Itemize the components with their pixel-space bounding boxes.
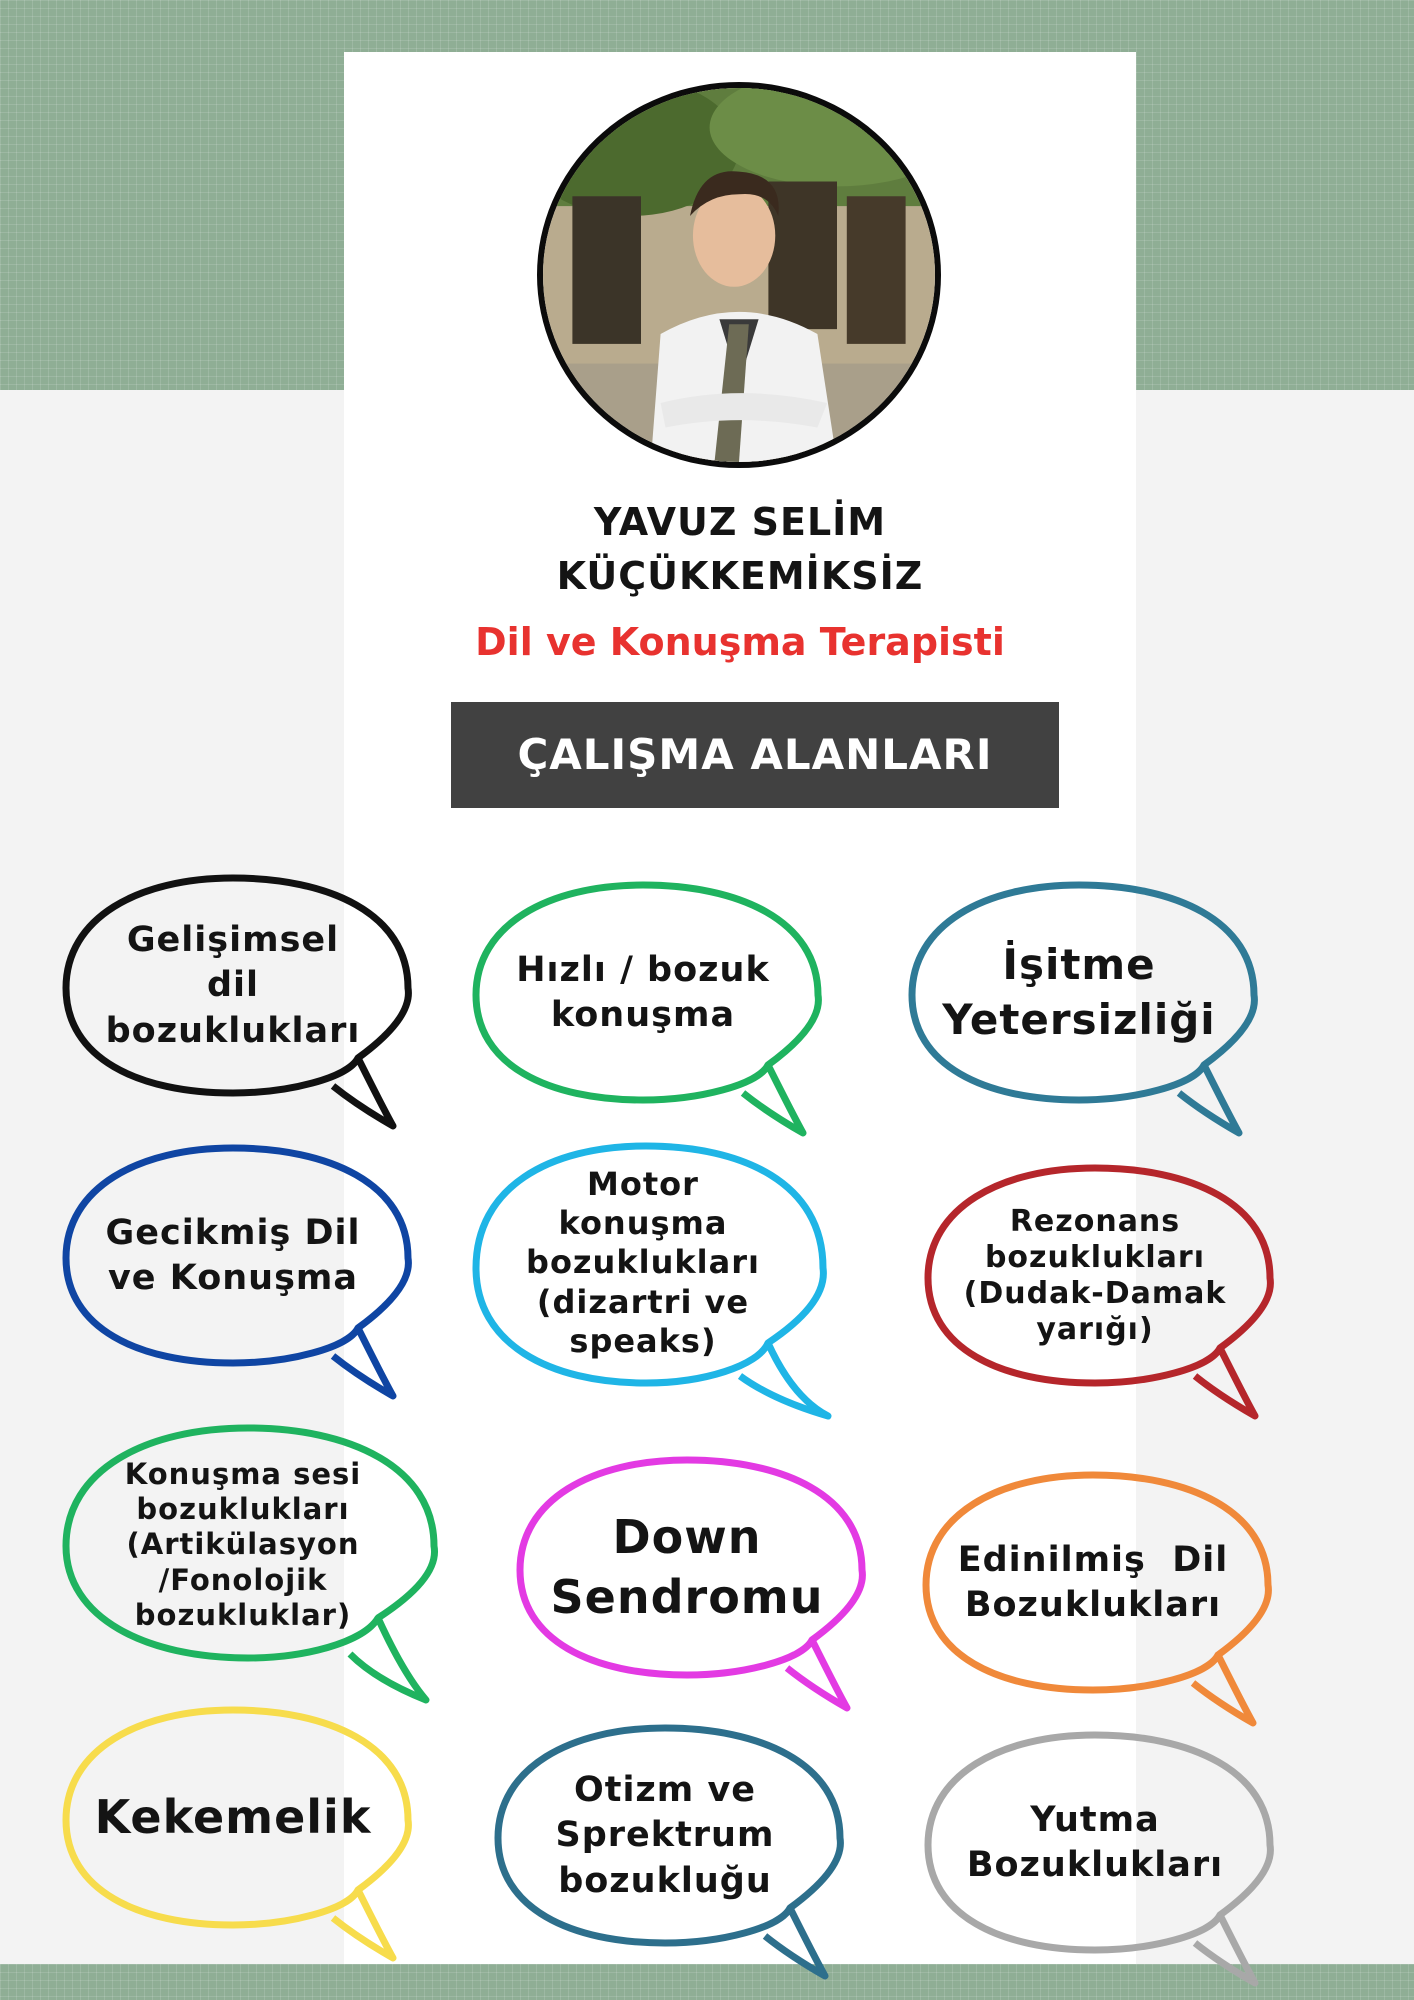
area-bubble-fast-speech	[468, 875, 828, 1145]
area-label: Otizm ve Sprektrum bozukluğu	[555, 1769, 775, 1901]
area-bubble-speech-sound	[58, 1418, 418, 1688]
area-label: Hızlı / bozuk konuşma	[516, 949, 770, 1035]
area-label: Motor konuşma bozuklukları (dizartri ve speaks)	[526, 1165, 760, 1360]
area-label: Edinilmiş Dil Bozuklukları	[957, 1539, 1229, 1625]
therapist-name-line1: YAVUZ SELİM	[593, 500, 887, 544]
area-label: Konuşma sesi bozuklukları (Artikülasyon /Fonolojik bozukluklar)	[124, 1456, 362, 1633]
area-bubble-resonance	[920, 1158, 1280, 1428]
area-bubble-delayed-language	[58, 1138, 418, 1408]
section-title-bar: ÇALIŞMA ALANLARI	[451, 702, 1059, 808]
therapist-name-line2: KÜÇÜKKEMİKSİZ	[556, 554, 924, 598]
area-bubble-swallowing	[920, 1725, 1280, 1995]
area-bubble-hearing-impairment	[904, 875, 1264, 1145]
area-label: Rezonans bozuklukları (Dudak-Damak yarığı)	[963, 1204, 1227, 1347]
area-bubble-down-syndrome	[512, 1450, 872, 1720]
area-label: Yutma Bozuklukları	[966, 1799, 1224, 1885]
area-label: İşitme Yetersizliği	[942, 940, 1216, 1044]
area-label: Kekemelik	[94, 1790, 372, 1845]
therapist-role: Dil ve Konuşma Terapisti	[475, 620, 1005, 664]
area-label: Gelişimsel dil bozuklukları	[105, 919, 361, 1051]
area-bubble-stuttering	[58, 1700, 418, 1970]
area-bubble-motor-speech	[468, 1138, 828, 1408]
profile-photo	[537, 82, 941, 468]
area-label: Down Sendromu	[550, 1510, 824, 1624]
area-bubble-developmental-language	[58, 868, 418, 1138]
area-bubble-acquired-language	[918, 1465, 1278, 1735]
area-bubble-autism	[490, 1718, 850, 1988]
area-label: Gecikmiş Dil ve Konuşma	[105, 1212, 361, 1298]
